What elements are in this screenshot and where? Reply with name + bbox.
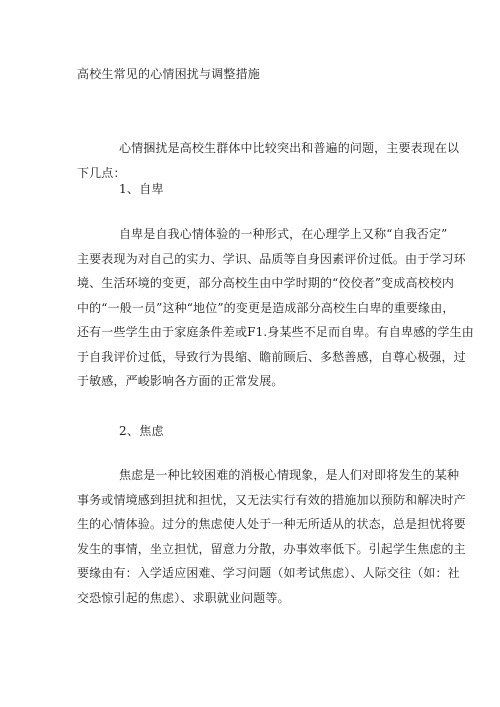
section-heading-anxiety: 2、焦虑 xyxy=(119,424,164,438)
paragraph-line: 于敏感，严峻影响各方面的正常发展。 xyxy=(77,374,284,388)
paragraph-line: 下几点： xyxy=(77,165,126,180)
paragraph-line: 发生的事情，坐立担忧，留意力分散，办事效率低下。引起学生焦虑的主 xyxy=(77,541,466,556)
paragraph-line: 交恐惊引起的焦虑）、求职就业问题等。 xyxy=(77,590,290,605)
paragraph-line: 焦虑是一种比较困难的消极心情现象，是人们对即将发生的某种 xyxy=(119,468,460,482)
document-title: 高校生常见的心情困扰与调整措施 xyxy=(77,67,261,81)
paragraph-line: 生的心情体验。过分的焦虑使人处于一种无所适从的状态，总是担忧将要 xyxy=(77,517,466,531)
paragraph-line: 境、生活环境的变更，部分高校生由中学时期的“佼佼者”变成高校校内 xyxy=(77,276,455,290)
paragraph-line: 心情捆扰是高校生群体中比较突出和普遍的问题，主要表现在以 xyxy=(119,141,460,155)
section-paragraph-inferiority xyxy=(77,222,474,394)
paragraph-line: 事务或情境感到担扰和担忧，又无法实行有效的措施加以预防和解决时产 xyxy=(77,492,466,507)
paragraph-line: 主要表现为对自己的实力、学识、品质等自身因素评价过低。由于学习环 xyxy=(77,251,466,266)
section-paragraph-anxiety xyxy=(77,463,466,610)
paragraph-line: 中的“一般一员”这种“地位”的变更是造成部分高校生白卑的重要缘由， xyxy=(77,300,455,315)
intro-paragraph xyxy=(77,136,460,185)
paragraph-line: 于自我评价过低，导致行为畏缩、瞻前顾后、多愁善感，自尊心极强，过 xyxy=(77,349,466,364)
paragraph-line: 要缘由有：入学适应困难、学习问题（如考试焦虑）、人际交往（如：社 xyxy=(77,566,460,580)
paragraph-line: 还有一些学生由于家庭条件差或F1.身某些不足而自卑。有自卑感的学生由 xyxy=(77,325,474,339)
section-heading-inferiority: 1、自卑 xyxy=(119,182,164,196)
paragraph-line: 自卑是自我心情体验的一种形式，在心理学上又称“自我否定” xyxy=(119,227,448,241)
